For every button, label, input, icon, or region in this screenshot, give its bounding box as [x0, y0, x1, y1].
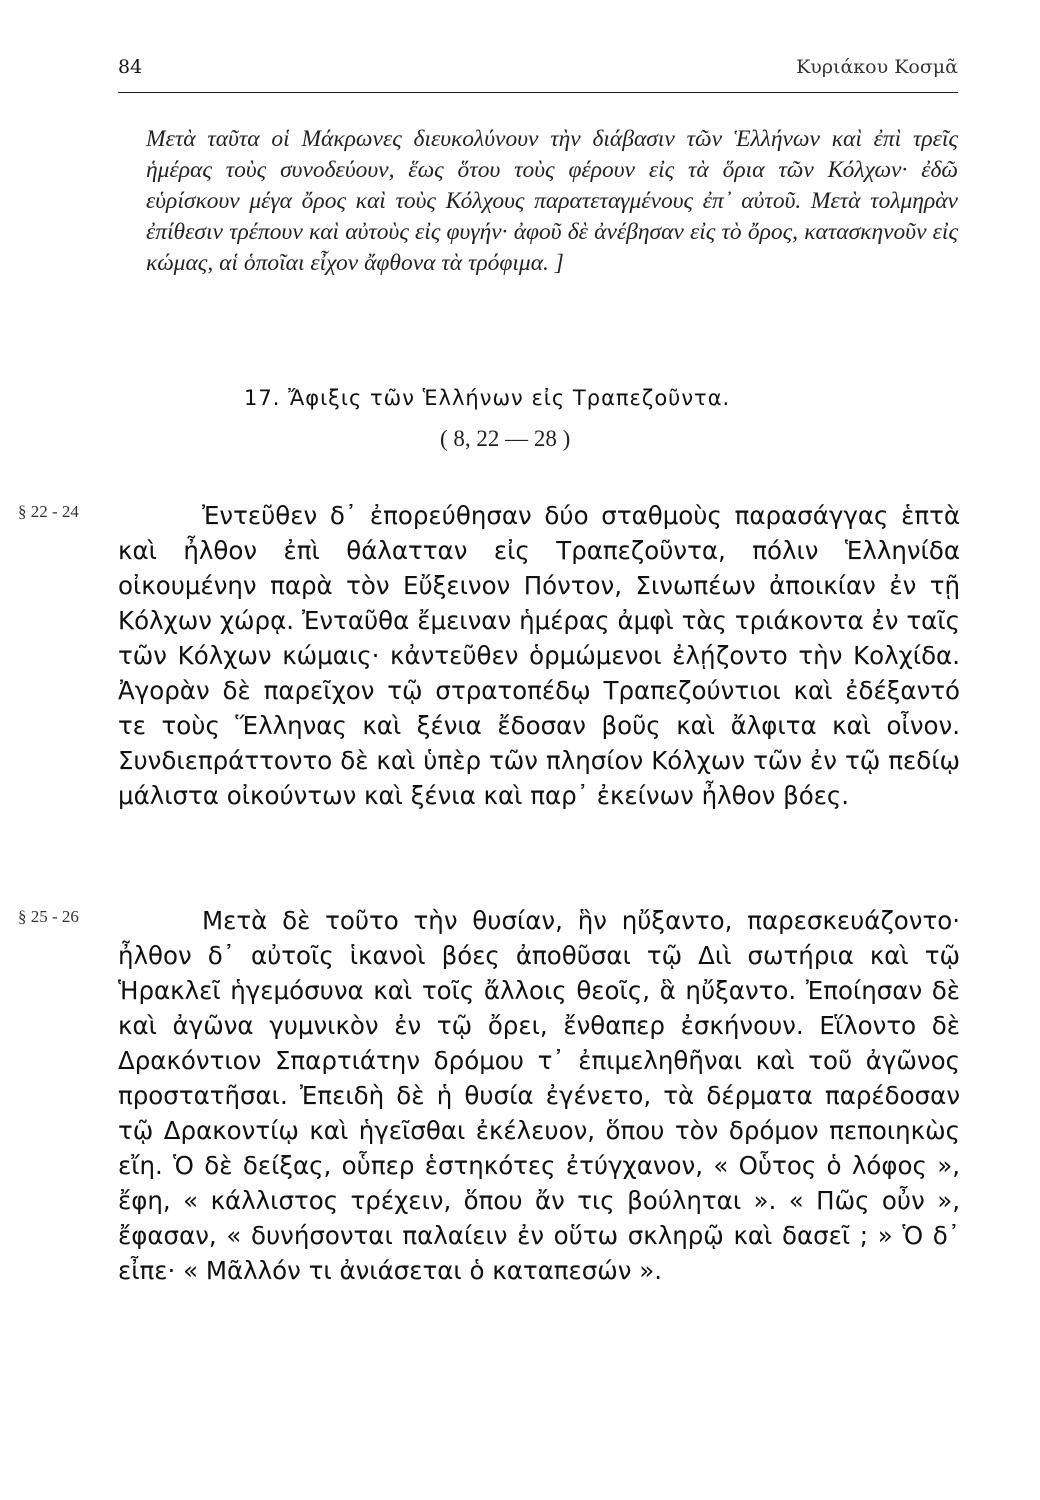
header-rule [118, 92, 958, 93]
page-header [118, 52, 958, 92]
page-number: 84 [118, 56, 143, 78]
paragraph-marker-2: § 25 - 26 [18, 907, 79, 926]
intro-summary-text: Μετὰ ταῦτα οἱ Μάκρωνες διευκολύνουν τὴν διάβασιν τῶν Ἑλλήνων καὶ ἐπὶ τρεῖς ἡμέρας τοὺς συνοδεύουν, ἕως ὅτου τοὺς φέρουν εἰς τὰ ὅρια τῶν Κόλχων· ἐδῶ εὑρίσκουν μέγα ὄρος καὶ τοὺς Κόλχους παρατεταγμένους ἐπ᾽ αὐτοῦ. Μετὰ τολμηρὰν ἐπίθεσιν τρέπουν καὶ αὐτοὺς εἰς φυγήν· ἀφοῦ δὲ ἀνέβησαν εἰς τὸ ὄρος, κατασκηνοῦν εἰς κώμας, αἱ ὁποῖαι εἶχον ἄφθονα τὰ τρόφιμα. ] [146, 126, 958, 276]
paragraph-1 [118, 498, 960, 813]
intro-summary [146, 124, 958, 279]
section-reference: ( 8, 22 — 28 ) [440, 426, 571, 451]
paragraph-2-text: Μετὰ δὲ τοῦτο τὴν θυσίαν, ἣν ηὔξαντο, παρεσκευάζοντο· ἦλθον δ᾽ αὐτοῖς ἱκανοὶ βόες ἀποθῦσαι τῷ Διὶ σωτήρια καὶ τῷ Ἡρακλεῖ ἡγεμόσυνα καὶ τοῖς ἄλλοις θεοῖς, ἃ ηὔξαντο. Ἐποίησαν δὲ καὶ ἀγῶνα γυμνικὸν ἐν τῷ ὄρει, ἔνθαπερ ἐσκήνουν. Εἵλοντο δὲ Δρακόντιον Σπαρτιάτην δρόμου τ᾽ ἐπιμεληθῆναι καὶ τοῦ ἀγῶνος προστατῆσαι. Ἐπειδὴ δὲ ἡ θυσία ἐγένετο, τὰ δέρματα παρέδοσαν τῷ Δρακοντίῳ καὶ ἡγεῖσθαι ἐκέλευον, ὅπου τὸν δρόμον πεποιηκὼς εἴη. Ὁ δὲ δείξας, οὗπερ ἑστηκότες ἐτύγχανον, « Οὗτος ὁ λόφος », ἔφη, « κάλλιστος τρέχειν, ὅπου ἄν τις βούληται ». « Πῶς οὖν », ἔφασαν, « δυνήσονται παλαίειν ἐν οὕτω σκληρῷ καὶ δασεῖ ; » Ὁ δ᾽ εἶπε· « Μᾶλλόν τι ἀνιάσεται ὁ καταπεσών ». [118, 906, 960, 1285]
running-head: Κυριάκου Κοσμᾶ [796, 56, 958, 78]
section-title: 17. Ἄφιξις τῶν Ἑλλήνων εἰς Τραπεζοῦντα. [244, 386, 731, 410]
paragraph-marker-1: § 22 - 24 [18, 502, 79, 521]
paragraph-2 [118, 903, 960, 1288]
paragraph-1-text: Ἐντεῦθεν δ᾽ ἐπορεύθησαν δύο σταθμοὺς παρασάγγας ἑπτὰ καὶ ἦλθον ἐπὶ θάλατταν εἰς Τραπεζοῦντα, πόλιν Ἑλληνίδα οἰκουμένην παρὰ τὸν Εὔξεινον Πόντον, Σινωπέων ἀποικίαν ἐν τῇ Κόλχων χώρᾳ. Ἐνταῦθα ἔμειναν ἡμέρας ἀμφὶ τὰς τριάκοντα ἐν ταῖς τῶν Κόλχων κώμαις· κἀντεῦθεν ὁρμώμενοι ἐλῄζοντο τὴν Κολχίδα. Ἀγορὰν δὲ παρεῖχον τῷ στρατοπέδῳ Τραπεζούντιοι καὶ ἐδέξαντό τε τοὺς Ἕλληνας καὶ ξένια ἔδοσαν βοῦς καὶ ἄλφιτα καὶ οἶνον. Συνδιεπράττοντο δὲ καὶ ὑπὲρ τῶν πλησίον Κόλχων τῶν ἐν τῷ πεδίῳ μάλιστα οἰκούντων καὶ ξένια καὶ παρ᾽ ἐκείνων ἦλθον βόες. [118, 501, 960, 810]
